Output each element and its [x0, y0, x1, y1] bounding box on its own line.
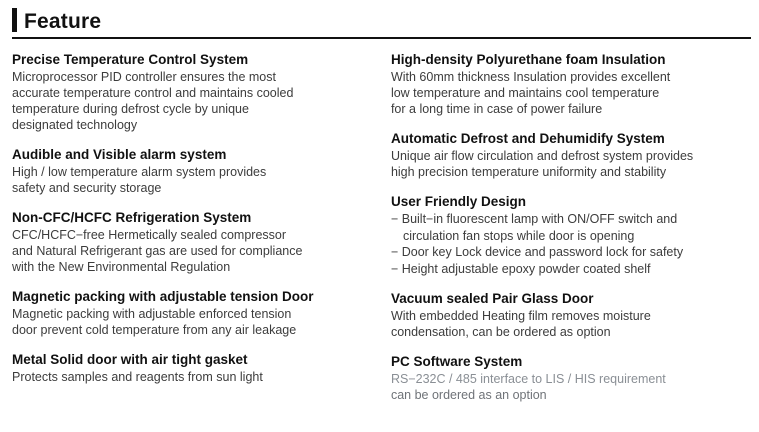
feature-line: Magnetic packing with adjustable enforced tension	[12, 307, 292, 321]
feature-line: and Natural Refrigerant gas are used for compliance	[12, 244, 303, 258]
feature-line: door prevent cold temperature from any air leakage	[12, 323, 297, 337]
feature-line: accurate temperature control and maintains cooled	[12, 86, 294, 100]
feature-line: High / low temperature alarm system provides	[12, 165, 267, 179]
feature-block	[12, 351, 377, 385]
feature-title: High-density Polyurethane foam Insulation	[390, 52, 666, 67]
feature-title: Automatic Defrost and Dehumidify System	[390, 131, 665, 146]
feature-block	[12, 51, 377, 133]
right-feature-column	[385, 51, 749, 416]
feature-line: Protects samples and reagents from sun light	[12, 370, 263, 384]
feature-line: condensation, can be ordered as option	[390, 325, 611, 339]
feature-block	[391, 290, 749, 340]
feature-block	[391, 51, 749, 117]
feature-block	[12, 146, 377, 196]
feature-line: Microprocessor PID controller ensures the most	[12, 70, 276, 84]
feature-block	[391, 130, 749, 180]
feature-line: With embedded Heating film removes moisture	[390, 309, 651, 323]
feature-body	[391, 371, 749, 403]
feature-bullet: − Built−in fluorescent lamp with ON/OFF switch and	[390, 212, 678, 226]
page-title-row	[12, 8, 749, 34]
feature-block	[391, 353, 749, 403]
feature-line: CFC/HCFC−free Hermetically sealed compressor	[12, 228, 287, 242]
feature-line: high precision temperature uniformity and stability	[390, 165, 667, 179]
feature-title: Magnetic packing with adjustable tension Door	[12, 289, 314, 304]
feature-body	[12, 227, 377, 275]
feature-body	[391, 148, 749, 180]
page-title: Feature	[24, 10, 102, 33]
left-feature-column	[10, 51, 385, 416]
feature-line: RS−232C / 485 interface to LIS / HIS requirement	[390, 372, 666, 386]
feature-line: low temperature and maintains cool temperature	[390, 86, 660, 100]
feature-bullet-continuation: circulation fan stops while door is opening	[402, 228, 635, 243]
title-divider	[12, 37, 751, 39]
feature-body	[12, 369, 377, 385]
feature-title: Audible and Visible alarm system	[12, 147, 227, 162]
feature-bullet: − Door key Lock device and password lock for safety	[390, 245, 684, 259]
feature-title: PC Software System	[390, 354, 523, 369]
feature-body	[12, 164, 377, 196]
feature-bullet-list	[391, 211, 749, 277]
feature-title: Vacuum sealed Pair Glass Door	[390, 291, 594, 306]
feature-line: designated technology	[12, 118, 138, 132]
feature-title: Precise Temperature Control System	[12, 52, 249, 67]
feature-title: Metal Solid door with air tight gasket	[12, 352, 248, 367]
feature-line: safety and security storage	[12, 181, 162, 195]
feature-line: for a long time in case of power failure	[390, 102, 603, 116]
feature-line: With 60mm thickness Insulation provides excellent	[390, 70, 671, 84]
feature-body	[391, 69, 749, 117]
feature-body	[12, 69, 377, 133]
feature-block	[391, 193, 749, 277]
feature-line: can be ordered as an option	[390, 388, 547, 402]
feature-columns	[10, 51, 749, 416]
title-accent-bar	[12, 8, 17, 32]
feature-line: temperature during defrost cycle by unique	[12, 102, 249, 116]
feature-title: Non-CFC/HCFC Refrigeration System	[12, 210, 252, 225]
feature-body	[391, 308, 749, 340]
feature-line: with the New Environmental Regulation	[12, 260, 231, 274]
feature-bullet: − Height adjustable epoxy powder coated shelf	[390, 261, 651, 276]
feature-block	[12, 288, 377, 338]
feature-body	[12, 306, 377, 338]
feature-line: Unique air flow circulation and defrost system provides	[390, 149, 694, 163]
feature-title: User Friendly Design	[390, 194, 526, 209]
feature-block	[12, 209, 377, 275]
